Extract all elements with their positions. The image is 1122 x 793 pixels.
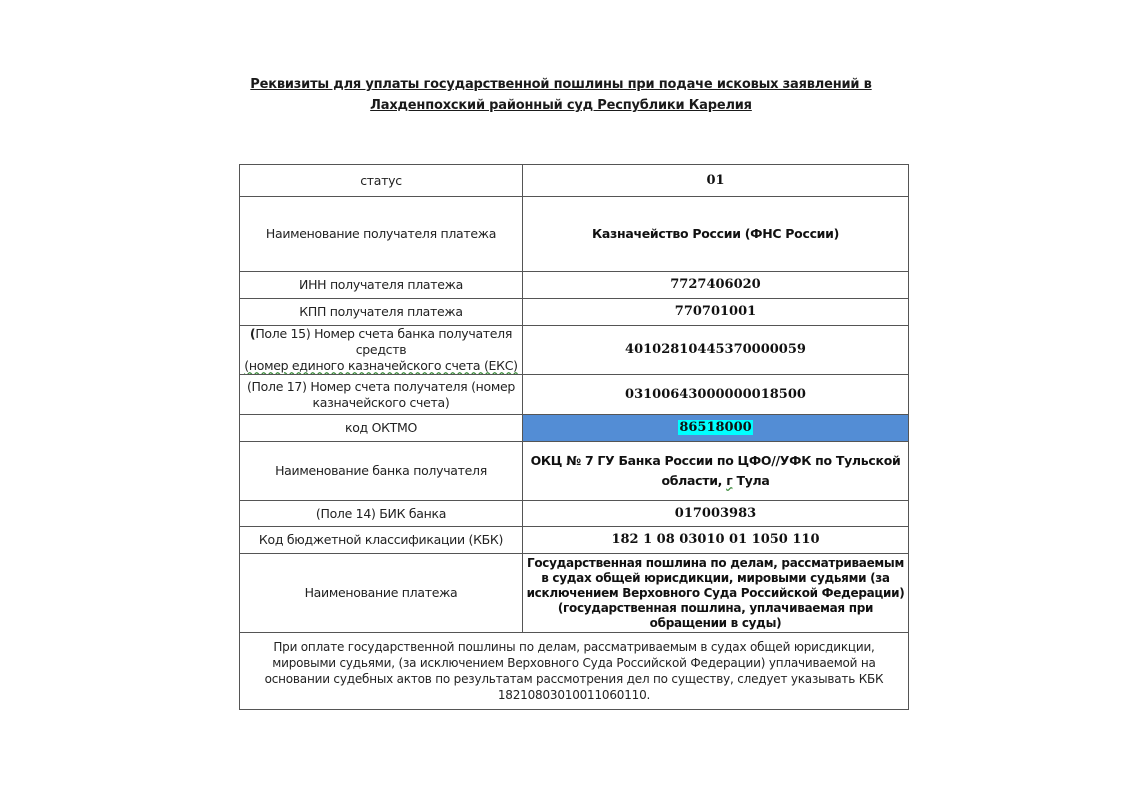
- table-row-bank-account: [240, 326, 909, 375]
- oktmo-highlight: 86518000: [679, 420, 752, 435]
- table-row-recipient-name: [240, 197, 909, 272]
- value-payment-name: Государственная пошлина по делам, рассматриваемым в судах общей юрисдикции, мировыми судьями (за исключением Верховного Суда Российской Федерации) (государственная пошлина, уплачиваемая при обращении в суды): [523, 554, 909, 633]
- kbk-note: При оплате государственной пошлины по делам, рассматриваемым в судах общей юрисдикции, мировыми судьями, (за исключением Верховного Суда Российской Федерации) уплачиваемой на основании судебных актов по результатам рассмотрения дел по существу, следует указывать КБК 18210803010011060110.: [240, 633, 909, 710]
- label-recipient-name: Наименование получателя платежа: [240, 197, 523, 272]
- value-status: 01: [523, 165, 909, 197]
- value-bank-name: ОКЦ № 7 ГУ Банка России по ЦФО//УФК по Тульской области, г Тула: [523, 442, 909, 501]
- label-bank-account: (Поле 15) Номер счета банка получателя средств (номер единого казначейского счета (ЕКС): [240, 326, 523, 375]
- value-kpp: 770701001: [523, 299, 909, 326]
- table-row-bank-name: [240, 442, 909, 501]
- table-row-treasury-account: [240, 375, 909, 415]
- value-bik: 017003983: [523, 501, 909, 527]
- value-treasury-account: 03100643000000018500: [523, 375, 909, 415]
- label-treasury-account: (Поле 17) Номер счета получателя (номер казначейского счета): [240, 375, 523, 415]
- value-recipient-name: Казначейство России (ФНС России): [523, 197, 909, 272]
- table-row-bik: [240, 501, 909, 527]
- table-row-note: [240, 633, 909, 710]
- value-bank-account: 40102810445370000059: [523, 326, 909, 375]
- value-kbk: 182 1 08 03010 01 1050 110: [523, 527, 909, 554]
- label-inn: ИНН получателя платежа: [240, 272, 523, 299]
- title-line-1: Реквизиты для уплаты государственной пошлины при подаче исковых заявлений в: [250, 77, 872, 92]
- table-row-payment-name: [240, 554, 909, 633]
- label-kpp: КПП получателя платежа: [240, 299, 523, 326]
- label-bank-name: Наименование банка получателя: [240, 442, 523, 501]
- title-line-2: Лахденпохский районный суд Республики Карелия: [370, 98, 752, 113]
- page-title: [0, 74, 1122, 116]
- label-bik: (Поле 14) БИК банка: [240, 501, 523, 527]
- table-row-kbk: [240, 527, 909, 554]
- table-row-status: [240, 165, 909, 197]
- table-row-kpp: [240, 299, 909, 326]
- value-inn: 7727406020: [523, 272, 909, 299]
- payment-details-table: [239, 164, 909, 710]
- label-oktmo: код ОКТМО: [240, 415, 523, 442]
- label-kbk: Код бюджетной классификации (КБК): [240, 527, 523, 554]
- table-row-oktmo: [240, 415, 909, 442]
- label-status: статус: [240, 165, 523, 197]
- value-oktmo: [523, 415, 909, 442]
- label-eks-note: (номер единого казначейского счета (ЕКС): [244, 358, 518, 373]
- table-row-inn: [240, 272, 909, 299]
- label-payment-name: Наименование платежа: [240, 554, 523, 633]
